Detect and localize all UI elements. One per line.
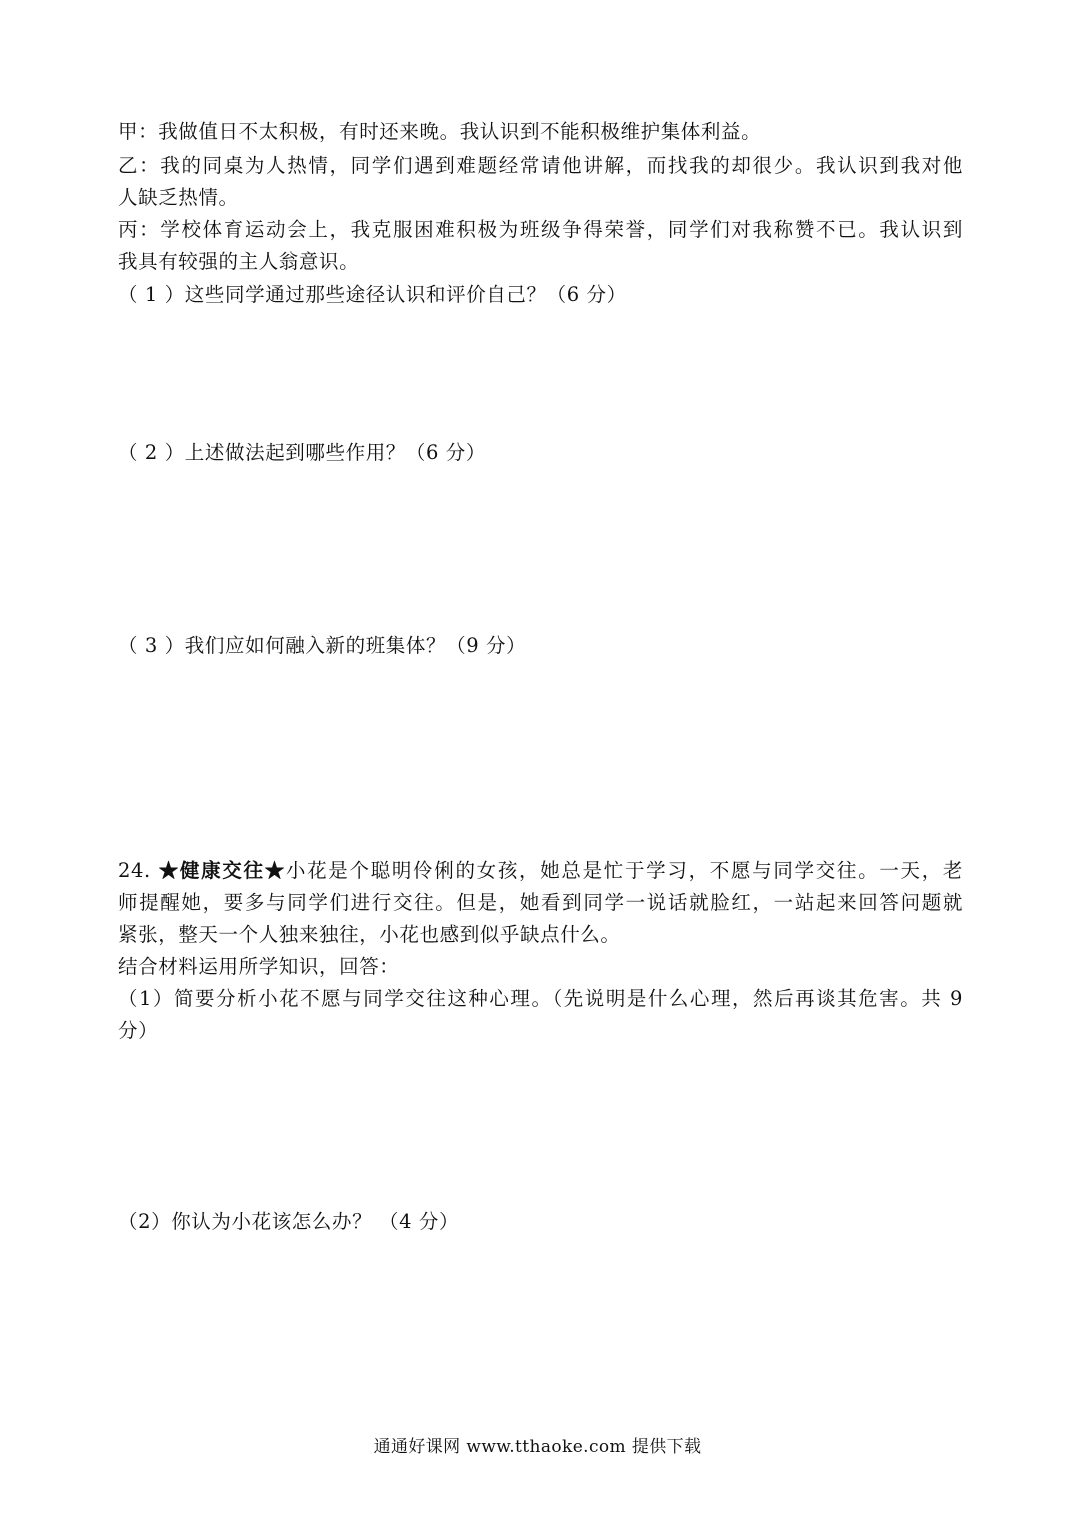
q24-instruction: 结合材料运用所学知识，回答： [118, 955, 400, 978]
q24-material-line-3: 紧张，整天一个人独来独往，小花也感到似乎缺点什么。 [118, 923, 621, 946]
statement-jia: 甲：我做值日不太积极，有时还来晚。我认识到不能积极维护集体利益。 [118, 120, 762, 143]
statement-bing: 丙：学校体育运动会上，我克服困难积极为班级争得荣誉，同学们对我称赞不已。我认识到 [118, 218, 963, 241]
q23-question-2: （ 2 ）上述做法起到哪些作用？（6 分） [118, 441, 487, 464]
q24-material-line-1: 小花是个聪明伶俐的女孩，她总是忙于学习，不愿与同学交往。一天，老 [285, 859, 963, 882]
statement-yi-continued: 人缺乏热情。 [118, 186, 239, 209]
q24-question-1-continued: 分） [118, 1019, 159, 1042]
q24-first-line [118, 855, 963, 887]
q24-question-2: （2）你认为小花该怎么办？ （4 分） [118, 1210, 460, 1233]
statement-yi: 乙：我的同桌为人热情，同学们遇到难题经常请他讲解，而找我的却很少。我认识到我对他 [118, 154, 963, 177]
q23-question-3: （ 3 ）我们应如何融入新的班集体？（9 分） [118, 634, 527, 657]
q23-question-1: （ 1 ）这些同学通过那些途径认识和评价自己？（6 分） [118, 283, 627, 306]
q24-question-1: （1）简要分析小花不愿与同学交往这种心理。（先说明是什么心理，然后再谈其危害。共 9 [118, 987, 963, 1010]
q24-title: ★健康交往★ [158, 859, 286, 882]
q24-material-line-2: 师提醒她，要多与同学们进行交往。但是，她看到同学一说话就脸红，一站起来回答问题就 [118, 891, 963, 914]
page-footer: 通通好课网 www.tthaoke.com 提供下载 [373, 1437, 702, 1457]
q24-number: 24. [118, 859, 151, 882]
statement-bing-continued: 我具有较强的主人翁意识。 [118, 250, 360, 273]
